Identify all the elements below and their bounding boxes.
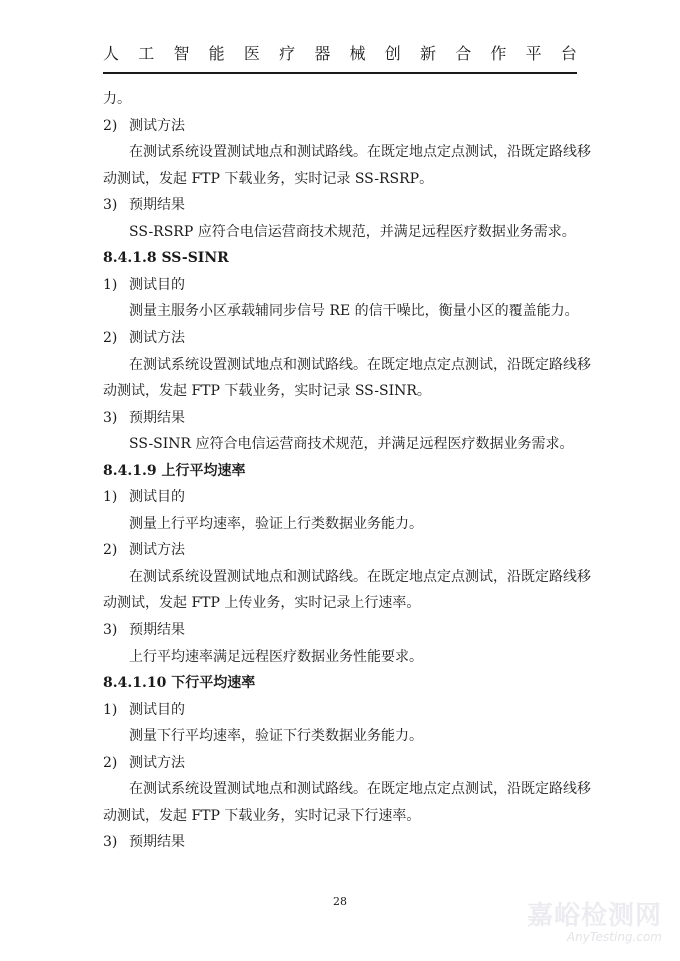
list-number: 3)	[103, 197, 118, 214]
header-char: 平	[525, 44, 542, 63]
list-label: 测试方法	[129, 542, 185, 559]
list-label: 预期结果	[129, 409, 185, 426]
paragraph-line: SS-RSRP 应符合电信运营商技术规范，并满足远程医疗数据业务需求。	[129, 223, 576, 240]
header-char: 医	[243, 44, 260, 63]
list-item	[103, 754, 185, 772]
list-number: 3)	[103, 409, 118, 426]
list-label: 测试方法	[129, 329, 185, 346]
paragraph-line: 测量上行平均速率，验证上行类数据业务能力。	[129, 515, 423, 532]
list-label: 预期结果	[129, 622, 185, 638]
header-char: 智	[173, 44, 190, 63]
header-char: 工	[138, 44, 155, 63]
list-label: 测试目的	[129, 701, 185, 718]
header-rule	[103, 72, 577, 74]
list-label: 测试目的	[129, 489, 185, 506]
paragraph-continuation: 动测试，发起 FTP 下载业务，实时记录下行速率。	[103, 807, 421, 824]
page-number: 28	[333, 895, 347, 908]
paragraph-continuation: 动测试，发起 FTP 下载业务，实时记录 SS-SINR。	[103, 383, 431, 400]
watermark-text-cn: 嘉峪检测网	[526, 901, 662, 931]
list-label: 测试方法	[129, 754, 185, 771]
header-char: 新	[419, 44, 436, 63]
list-item	[103, 833, 185, 851]
list-number: 2)	[103, 329, 118, 346]
list-number: 2)	[103, 542, 118, 559]
header-char: 械	[349, 44, 366, 63]
paragraph-line: 在测试系统设置测试地点和测试路线。在既定地点定点测试，沿既定路线移	[129, 144, 591, 161]
list-item	[103, 276, 185, 294]
list-item	[103, 488, 185, 506]
list-item	[103, 621, 185, 639]
list-label: 测试方法	[129, 117, 185, 134]
header-char: 作	[490, 44, 507, 63]
section-heading: 8.4.1.10 下行平均速率	[103, 675, 256, 692]
header-char: 台	[560, 44, 577, 63]
header-char: 合	[455, 44, 472, 63]
list-number: 3)	[103, 622, 118, 638]
watermark-text-en: AnyTesting.com	[566, 930, 662, 944]
section-heading: 8.4.1.8 SS-SINR	[103, 250, 229, 267]
list-number: 2)	[103, 117, 118, 134]
section-heading: 8.4.1.9 上行平均速率	[103, 462, 246, 479]
header-char: 创	[384, 44, 401, 63]
list-number: 1)	[103, 276, 118, 293]
header-char: 人	[103, 44, 120, 63]
paragraph-line: SS-SINR 应符合电信运营商技术规范，并满足远程医疗数据业务需求。	[129, 436, 574, 453]
paragraph-continuation: 力。	[103, 91, 131, 107]
watermark-logo	[527, 902, 662, 944]
header-char: 疗	[279, 44, 296, 63]
list-item	[103, 541, 185, 559]
list-item	[103, 117, 185, 135]
paragraph-line: 在测试系统设置测试地点和测试路线。在既定地点定点测试，沿既定路线移	[129, 781, 591, 798]
paragraph-continuation: 动测试，发起 FTP 上传业务，实时记录上行速率。	[103, 595, 421, 612]
paragraph-line: 上行平均速率满足远程医疗数据业务性能要求。	[129, 648, 423, 665]
running-header	[103, 44, 577, 64]
paragraph-line: 测量下行平均速率，验证下行类数据业务能力。	[129, 728, 423, 745]
list-number: 1)	[103, 489, 118, 506]
list-number: 1)	[103, 701, 118, 718]
paragraph-continuation: 动测试，发起 FTP 下载业务，实时记录 SS-RSRP。	[103, 170, 434, 187]
paragraph-line: 在测试系统设置测试地点和测试路线。在既定地点定点测试，沿既定路线移	[129, 568, 591, 585]
list-item	[103, 701, 185, 719]
list-label: 测试目的	[129, 276, 185, 293]
list-number: 2)	[103, 754, 118, 771]
list-label: 预期结果	[129, 834, 185, 851]
paragraph-line: 测量主服务小区承载辅同步信号 RE 的信干噪比，衡量小区的覆盖能力。	[129, 303, 579, 320]
list-label: 预期结果	[129, 197, 185, 214]
list-number: 3)	[103, 834, 118, 851]
header-char: 器	[314, 44, 331, 63]
header-char: 能	[208, 44, 225, 63]
list-item	[103, 409, 185, 427]
list-item	[103, 196, 185, 214]
list-item	[103, 329, 185, 347]
paragraph-line: 在测试系统设置测试地点和测试路线。在既定地点定点测试，沿既定路线移	[129, 356, 591, 373]
